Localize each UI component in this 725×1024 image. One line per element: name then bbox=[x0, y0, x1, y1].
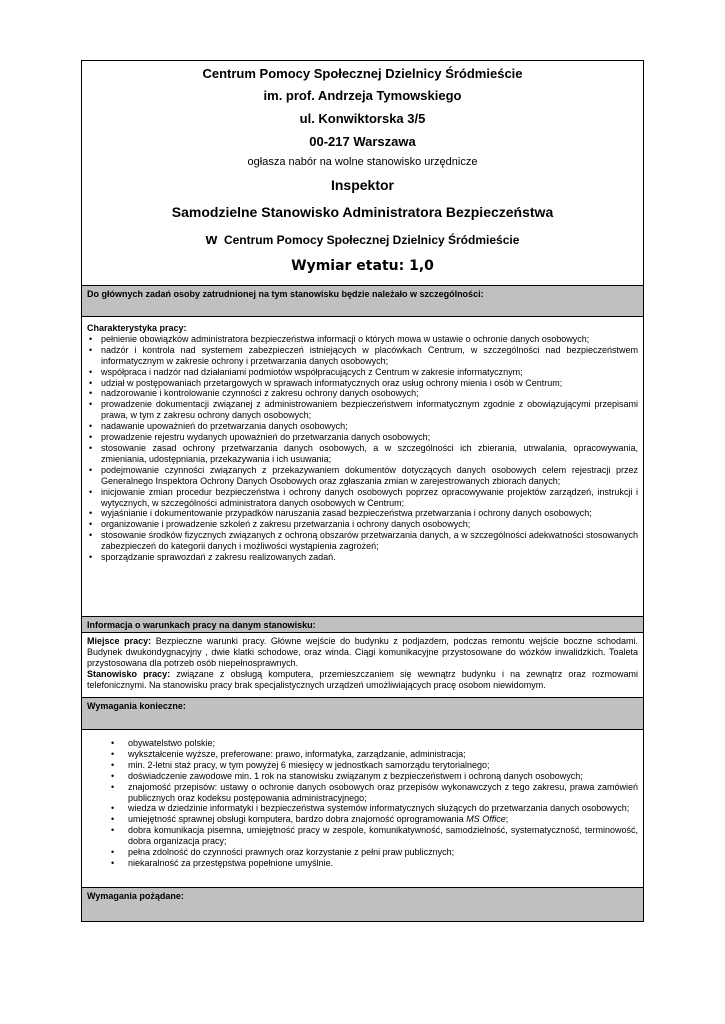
bullet-icon: • bbox=[89, 442, 93, 453]
list-item bbox=[87, 814, 638, 825]
bullet-icon: • bbox=[89, 486, 93, 497]
list-item-text: nadzór i kontrola nad systemem zabezpieczeń istniejących w placówkach Centrum, w szczególności nad bezpieczeństwem informatycznym w zakresie ochrony i przetwarzania danych osobowych; bbox=[101, 344, 638, 366]
announcement-text: ogłasza nabór na wolne stanowisko urzędnicze bbox=[247, 156, 478, 168]
bullet-icon: • bbox=[111, 770, 115, 781]
bullet-icon: • bbox=[111, 759, 115, 770]
list-item-text: udział w postępowaniach przetargowych w sprawach informatycznych oraz usług ochrony mienia i osób w Centrum; bbox=[101, 377, 563, 388]
bullet-icon: • bbox=[111, 857, 115, 868]
conditions-section bbox=[82, 632, 643, 697]
list-item-text: znajomość przepisów: ustawy o ochronie danych osobowych oraz przepisów wykonawczych z tego zakresu, prawa zamówień publicznych oraz kodeksu postępowania administracyjnego; bbox=[128, 781, 638, 803]
list-item bbox=[87, 334, 638, 345]
bullet-icon: • bbox=[89, 519, 93, 530]
bullet-icon: • bbox=[111, 738, 115, 748]
list-item-text: organizowanie i prowadzenie szkoleń z zakresu przetwarzania i ochrony danych osobowych; bbox=[101, 519, 471, 530]
list-item-text: stosowanie środków fizycznych związanych z ochroną obszarów przetwarzania danych, a w szczególności adekwatności stosowanych zabezpieczeń do kategorii danych i możliwości wystąpienia zagrożeń; bbox=[101, 530, 638, 552]
work-list bbox=[87, 334, 638, 563]
fte-line: Wymiar etatu: 1,0 bbox=[291, 258, 434, 274]
bullet-icon: • bbox=[89, 432, 93, 443]
bullet-icon: • bbox=[89, 464, 93, 475]
list-item-text: sporządzanie sprawozdań z zakresu realizowanych zadań. bbox=[101, 552, 336, 563]
position-title: Inspektor bbox=[330, 177, 394, 193]
list-item-text: pełnienie obowiązków administratora bezpieczeństwa informacji o których mowa w ustawie o ochronie danych osobowych; bbox=[101, 333, 590, 344]
work-characteristics bbox=[82, 316, 643, 616]
bullet-icon: • bbox=[89, 333, 93, 344]
list-item-text: podejmowanie czynności związanych z przekazywaniem dokumentów dotyczących danych osobowych celem rejestracji przez Generalnego Inspektora Ochrony Danych Osobowych oraz zgłaszania zmian w zarejestrowanych zbiorach danych; bbox=[101, 464, 638, 486]
list-item bbox=[87, 738, 638, 749]
list-item bbox=[87, 432, 638, 443]
list-item bbox=[87, 530, 638, 552]
list-item-text: nadawanie upoważnień do przetwarzania danych osobowych; bbox=[101, 421, 348, 432]
workplace-label: Miejsce pracy: bbox=[87, 636, 152, 646]
workplace-name: Centrum Pomocy Społecznej Dzielnicy Śródmieście bbox=[223, 233, 520, 247]
bullet-icon: • bbox=[89, 399, 93, 410]
list-item-text: obywatelstwo polskie; bbox=[128, 738, 216, 748]
workplace-prefix: w bbox=[205, 231, 218, 248]
work-title: Charakterystyka pracy: bbox=[87, 323, 187, 333]
unit-title: Samodzielne Stanowisko Administratora Bezpieczeństwa bbox=[171, 204, 554, 220]
list-item bbox=[87, 519, 638, 530]
bullet-icon: • bbox=[111, 814, 115, 825]
list-item-text: prowadzenie dokumentacji związanej z administrowaniem bezpieczeństwem informatycznym zgodnie z obowiązującymi przepisami prawa, w tym z zakresu ochrony danych osobowych; bbox=[101, 399, 638, 421]
list-item-text: inicjowanie zmian procedur bezpieczeństwa i ochrony danych osobowych poprzez opracowywanie projektów zarządzeń, instrukcji i wytycznych, w szczególności administratora danych osobowych w Centrum; bbox=[101, 486, 638, 508]
list-item bbox=[87, 803, 638, 814]
institution-city: 00-217 Warszawa bbox=[309, 134, 416, 149]
list-item bbox=[87, 552, 638, 563]
list-item-text: doświadczenie zawodowe min. 1 rok na stanowisku związanym z bezpieczeństwem i ochroną danych osobowych; bbox=[128, 770, 583, 781]
list-item bbox=[87, 421, 638, 432]
bullet-icon: • bbox=[111, 748, 115, 759]
list-item-text: stosowanie zasad ochrony przetwarzania danych osobowych, a w szczególności ich zbierania, utrwalania, opracowywania, zmieniania, udostępniania, przekazywania i ich usuwania; bbox=[101, 442, 638, 464]
list-item bbox=[87, 378, 638, 389]
post-label: Stanowisko pracy: bbox=[87, 668, 171, 679]
bullet-icon: • bbox=[89, 377, 93, 388]
list-item bbox=[87, 465, 638, 487]
required-section bbox=[82, 729, 643, 887]
list-item-text: wiedza w dziedzinie informatyki i bezpieczeństwa systemów informatycznych służących do przetwarzania danych osobowych; bbox=[128, 803, 630, 814]
preferred-heading: Wymagania pożądane: bbox=[82, 887, 643, 922]
bullet-icon: • bbox=[89, 366, 93, 377]
list-item-text: umiejętność sprawnej obsługi komputera, bardzo dobra znajomość oprogramowania MS Office; bbox=[128, 814, 509, 825]
list-item-text: wykształcenie wyższe, preferowane: prawo, informatyka, zarządzanie, administracja; bbox=[128, 748, 466, 759]
workplace-paragraph bbox=[87, 636, 638, 669]
list-item bbox=[87, 399, 638, 421]
required-list bbox=[87, 738, 638, 869]
bullet-icon: • bbox=[111, 781, 115, 792]
post-text: związane z obsługą komputera, przemieszczaniem się wewnątrz budynku i na zewnątrz oraz rozmowami telefonicznymi. Na stanowisku pracy brak specjalistycznych urządzeń umożliwiających pracę osobom niewidomym. bbox=[87, 668, 638, 690]
list-item bbox=[87, 825, 638, 847]
workplace-text: Bezpieczne warunki pracy. Główne wejście do budynku z podjazdem, podczas remontu wejście boczne schodami. Budynek dwukondygnacyjny , dwie klatki schodowe, oraz winda. Ciągi komunikacyjne przystosowane do wózków inwalidzkich. Toaleta przystosowana dla potrzeb osób niepełnosprawnych. bbox=[87, 636, 638, 668]
list-item bbox=[87, 749, 638, 760]
bullet-icon: • bbox=[89, 552, 93, 563]
institution-patron: im. prof. Andrzeja Tymowskiego bbox=[263, 88, 462, 103]
required-heading: Wymagania konieczne: bbox=[82, 697, 643, 729]
list-item bbox=[87, 367, 638, 378]
bullet-icon: • bbox=[111, 803, 115, 814]
list-item bbox=[87, 487, 638, 509]
bullet-icon: • bbox=[89, 530, 93, 541]
list-item bbox=[87, 508, 638, 519]
list-item-text: prowadzenie rejestru wydanych upoważnień do przetwarzania danych osobowych; bbox=[101, 432, 431, 443]
list-item-text: niekaralność za przestępstwa popełnione umyślnie. bbox=[128, 857, 334, 868]
institution-street: ul. Konwiktorska 3/5 bbox=[299, 111, 426, 126]
list-item-text: min. 2-letni staż pracy, w tym powyżej 6 miesięcy w jednostkach samorządu terytorialnego; bbox=[128, 759, 490, 770]
list-item-text: wyjaśnianie i dokumentowanie przypadków naruszania zasad bezpieczeństwa przetwarzania i ochrony danych osobowych; bbox=[101, 508, 592, 519]
bullet-icon: • bbox=[89, 421, 93, 432]
post-paragraph bbox=[87, 669, 638, 691]
bullet-icon: • bbox=[111, 825, 115, 836]
list-item bbox=[87, 760, 638, 771]
bullet-icon: • bbox=[89, 388, 93, 399]
workplace-line bbox=[82, 231, 643, 248]
list-item bbox=[87, 345, 638, 367]
job-announcement bbox=[81, 60, 644, 922]
list-item bbox=[87, 858, 638, 869]
list-item-text: dobra komunikacja pisemna, umiejętność pracy w zespole, komunikatywność, samodzielność, systematyczność, terminowość, dobra organizacja pracy; bbox=[128, 825, 638, 847]
list-item bbox=[87, 388, 638, 399]
tasks-heading: Do głównych zadań osoby zatrudnionej na tym stanowisku będzie należało w szczególności: bbox=[82, 285, 643, 316]
list-item bbox=[87, 443, 638, 465]
list-item-text: współpraca i nadzór nad działaniami podmiotów współpracujących z Centrum w zakresie informatycznym; bbox=[101, 366, 523, 377]
bullet-icon: • bbox=[89, 508, 93, 519]
list-item-text: pełna zdolność do czynności prawnych oraz korzystanie z pełni praw publicznych; bbox=[128, 847, 455, 858]
conditions-heading: Informacja o warunkach pracy na danym stanowisku: bbox=[82, 616, 643, 632]
bullet-icon: • bbox=[89, 344, 93, 355]
list-item bbox=[87, 847, 638, 858]
institution-name: Centrum Pomocy Społecznej Dzielnicy Śródmieście bbox=[202, 66, 523, 81]
list-item-text: nadzorowanie i kontrolowanie czynności z zakresu ochrony danych osobowych; bbox=[101, 388, 419, 399]
list-item bbox=[87, 771, 638, 782]
list-item bbox=[87, 782, 638, 804]
bullet-icon: • bbox=[111, 847, 115, 858]
